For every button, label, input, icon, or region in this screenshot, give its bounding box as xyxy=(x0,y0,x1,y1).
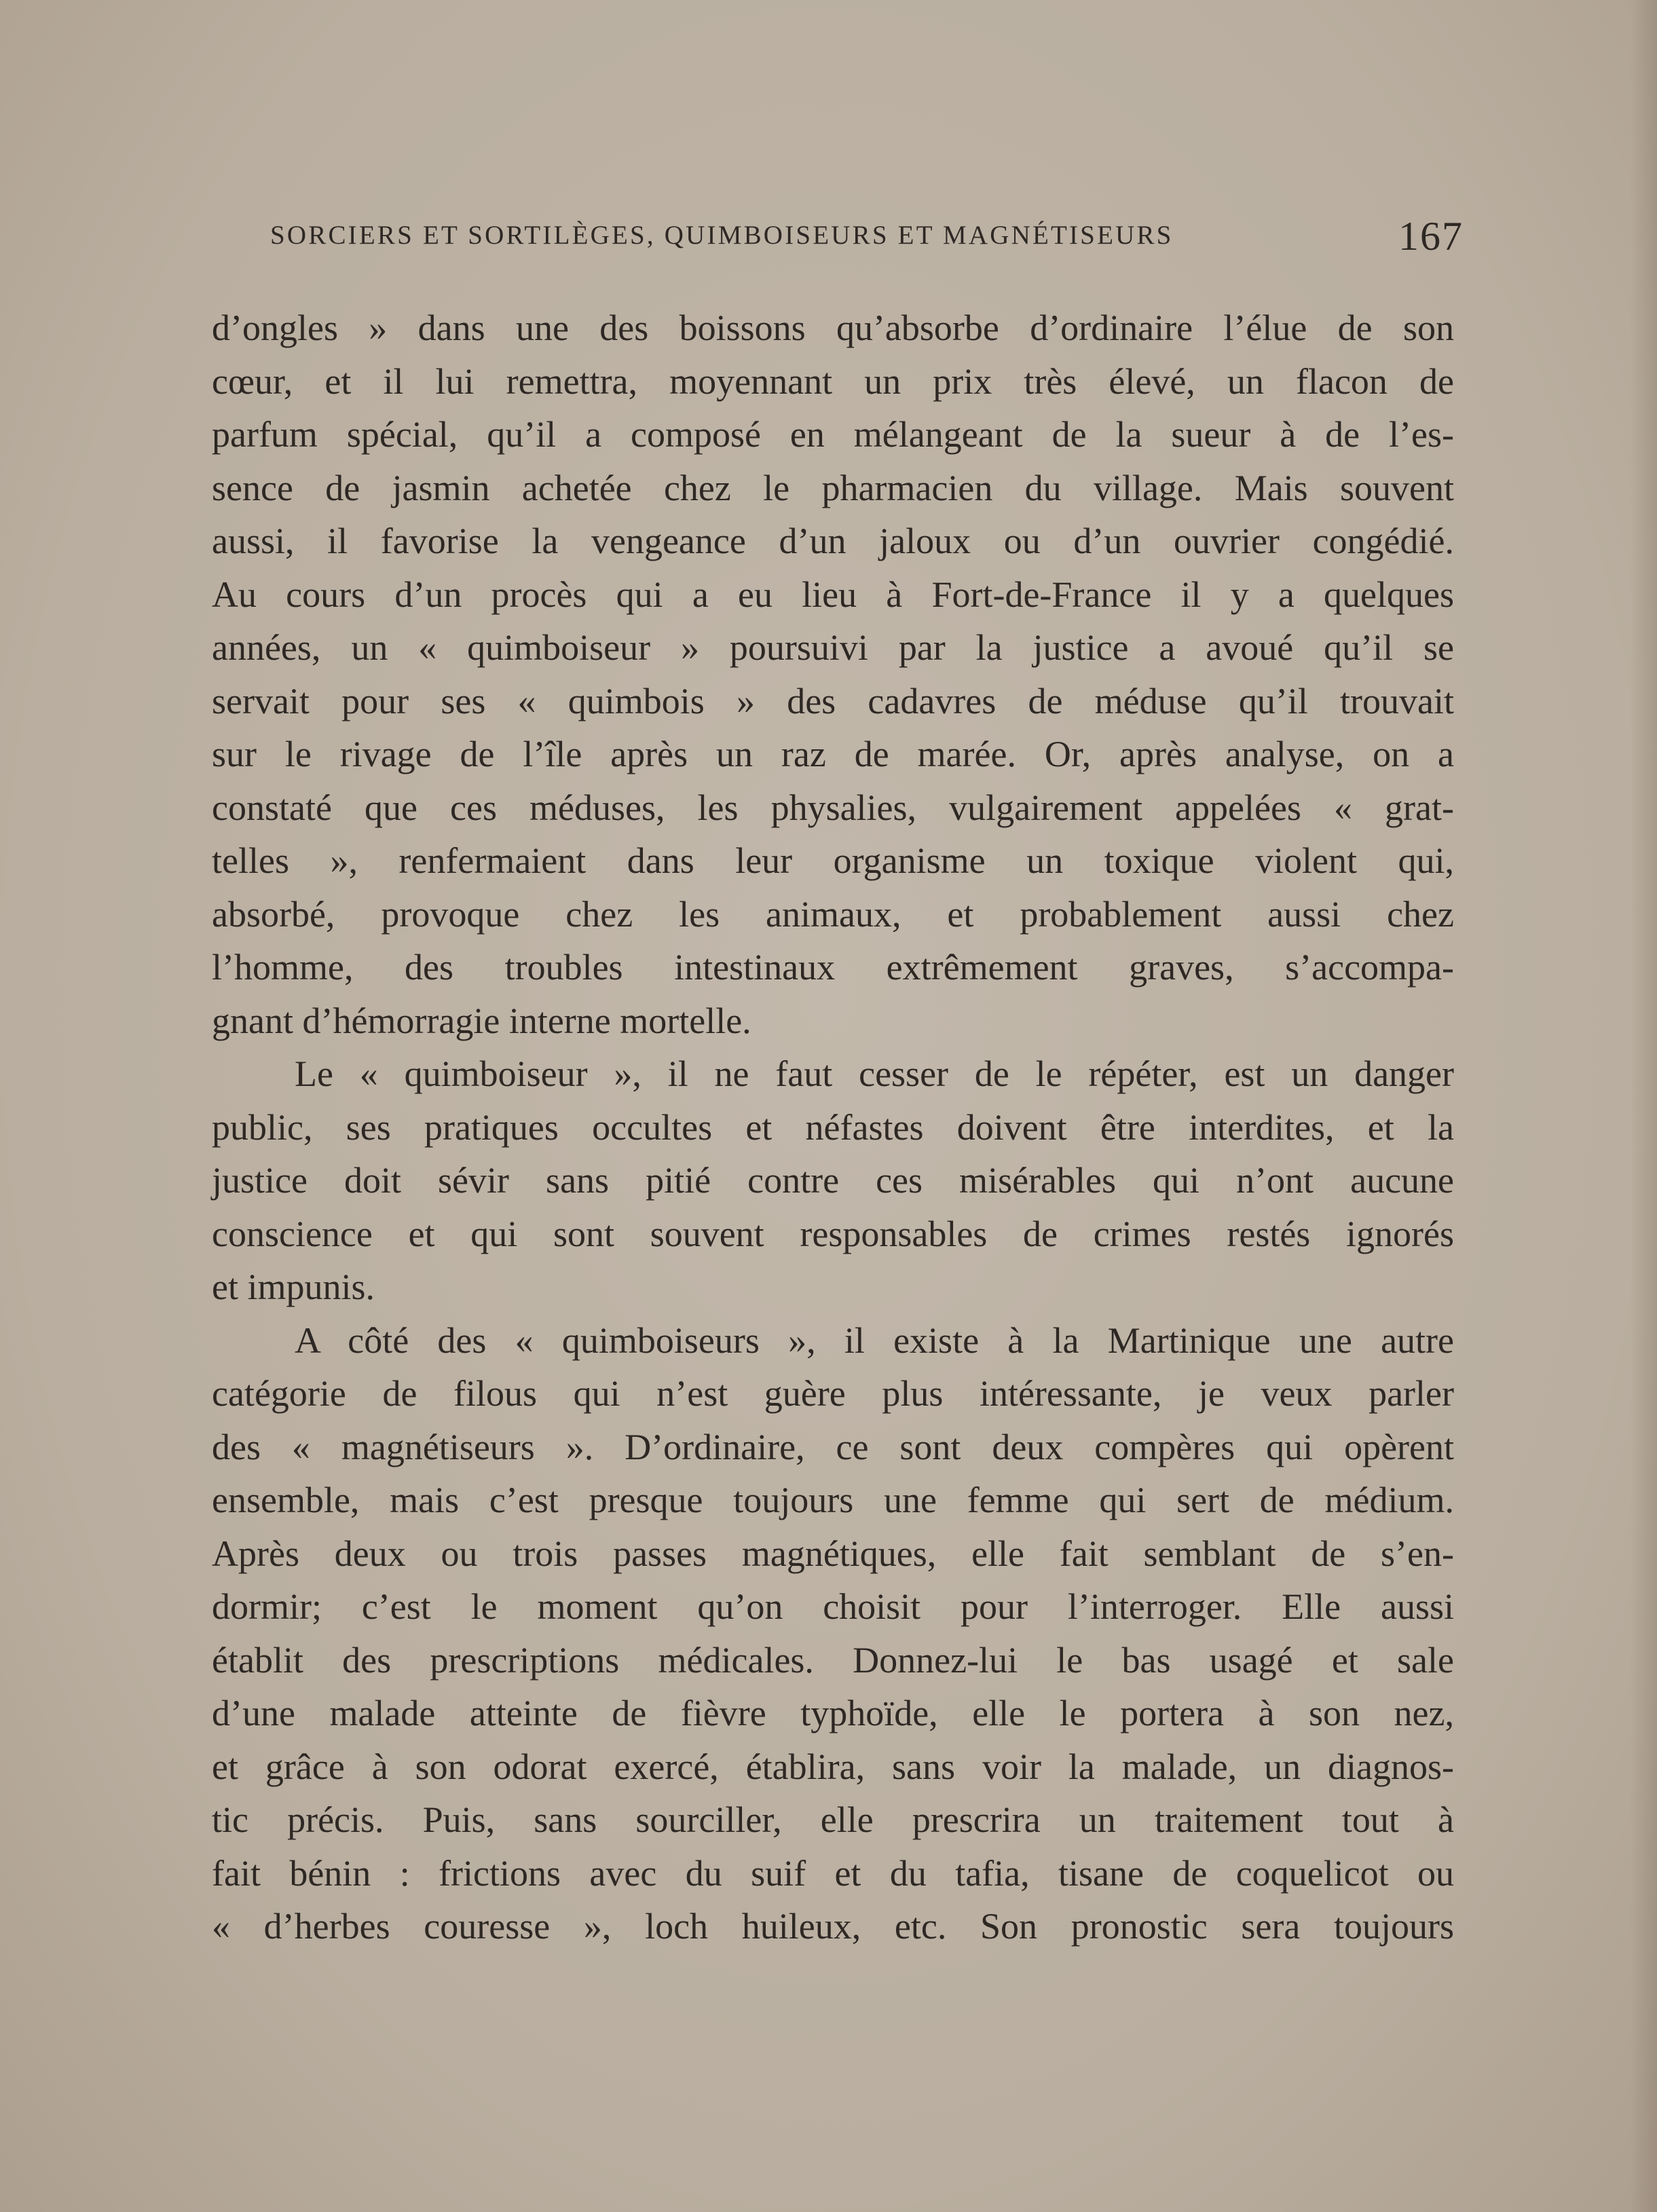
text-line: public, ses pratiques occultes et néfastes doivent être interdites, et la xyxy=(212,1106,1454,1148)
text-line: aussi, il favorise la vengeance d’un jaloux ou d’un ouvrier congédié. xyxy=(212,521,1454,561)
text-line: conscience et qui sont souvent responsables de crimes restés ignorés xyxy=(212,1213,1454,1254)
text-line: justice doit sévir sans pitié contre ces misérables qui n’ont aucune xyxy=(212,1160,1454,1201)
page-edge-shadow xyxy=(1630,0,1657,2212)
text-line: « d’herbes couresse », loch huileux, etc. Son pronostic sera toujours xyxy=(212,1906,1454,1947)
text-line: parfum spécial, qu’il a composé en mélangeant de la sueur à de l’es- xyxy=(212,414,1454,455)
running-head-title: SORCIERS ET SORTILÈGES, QUIMBOISEURS ET MAGNÉTISEURS xyxy=(270,221,1174,250)
page-number: 167 xyxy=(1398,214,1464,259)
text-line: des « magnétiseurs ». D’ordinaire, ce sont deux compères qui opèrent xyxy=(212,1426,1454,1467)
text-line: sence de jasmin achetée chez le pharmacien du village. Mais souvent xyxy=(212,467,1454,508)
text-line: tic précis. Puis, sans sourciller, elle prescrira un traitement tout à xyxy=(212,1799,1454,1840)
paragraph-start-line: Le « quimboiseur », il ne faut cesser de le répéter, est un danger xyxy=(295,1053,1454,1094)
text-line: telles », renfermaient dans leur organisme un toxique violent qui, xyxy=(212,840,1454,881)
text-line: établit des prescriptions médicales. Donnez-lui le bas usagé et sale xyxy=(212,1639,1454,1681)
text-line: l’homme, des troubles intestinaux extrêmement graves, s’accompa- xyxy=(212,947,1454,988)
text-line: d’une malade atteinte de fièvre typhoïde, elle le portera à son nez, xyxy=(212,1693,1454,1733)
text-line: ensemble, mais c’est presque toujours une femme qui sert de médium. xyxy=(212,1480,1454,1520)
text-line: constaté que ces méduses, les physalies, vulgairement appelées « grat- xyxy=(212,787,1454,828)
body-text xyxy=(212,301,1454,1953)
paragraph-end-line: et impunis. xyxy=(212,1267,375,1307)
text-line: sur le rivage de l’île après un raz de marée. Or, après analyse, on a xyxy=(212,734,1454,774)
text-line: fait bénin : frictions avec du suif et du tafia, tisane de coquelicot ou xyxy=(212,1852,1454,1894)
text-line: Au cours d’un procès qui a eu lieu à Fort-de-France il y a quelques xyxy=(212,574,1454,615)
text-line: cœur, et il lui remettra, moyennant un prix très élevé, un flacon de xyxy=(212,360,1454,402)
paragraph-start-line: A côté des « quimboiseurs », il existe à la Martinique une autre xyxy=(295,1319,1454,1361)
text-line: d’ongles » dans une des boissons qu’absorbe d’ordinaire l’élue de son xyxy=(212,307,1454,348)
text-line: absorbé, provoque chez les animaux, et probablement aussi chez xyxy=(212,893,1454,935)
text-line: servait pour ses « quimbois » des cadavres de méduse qu’il trouvait xyxy=(212,680,1454,721)
paragraph-end-line: gnant d’hémorragie interne mortelle. xyxy=(212,1000,751,1041)
running-head xyxy=(270,213,1464,261)
text-line: et grâce à son odorat exercé, établira, sans voir la malade, un diagnos- xyxy=(212,1746,1454,1787)
text-line: Après deux ou trois passes magnétiques, elle fait semblant de s’en- xyxy=(212,1533,1454,1574)
text-line: années, un « quimboiseur » poursuivi par la justice a avoué qu’il se xyxy=(212,627,1454,668)
text-line: catégorie de filous qui n’est guère plus intéressante, je veux parler xyxy=(212,1373,1454,1414)
text-line: dormir; c’est le moment qu’on choisit pour l’interroger. Elle aussi xyxy=(212,1586,1454,1627)
